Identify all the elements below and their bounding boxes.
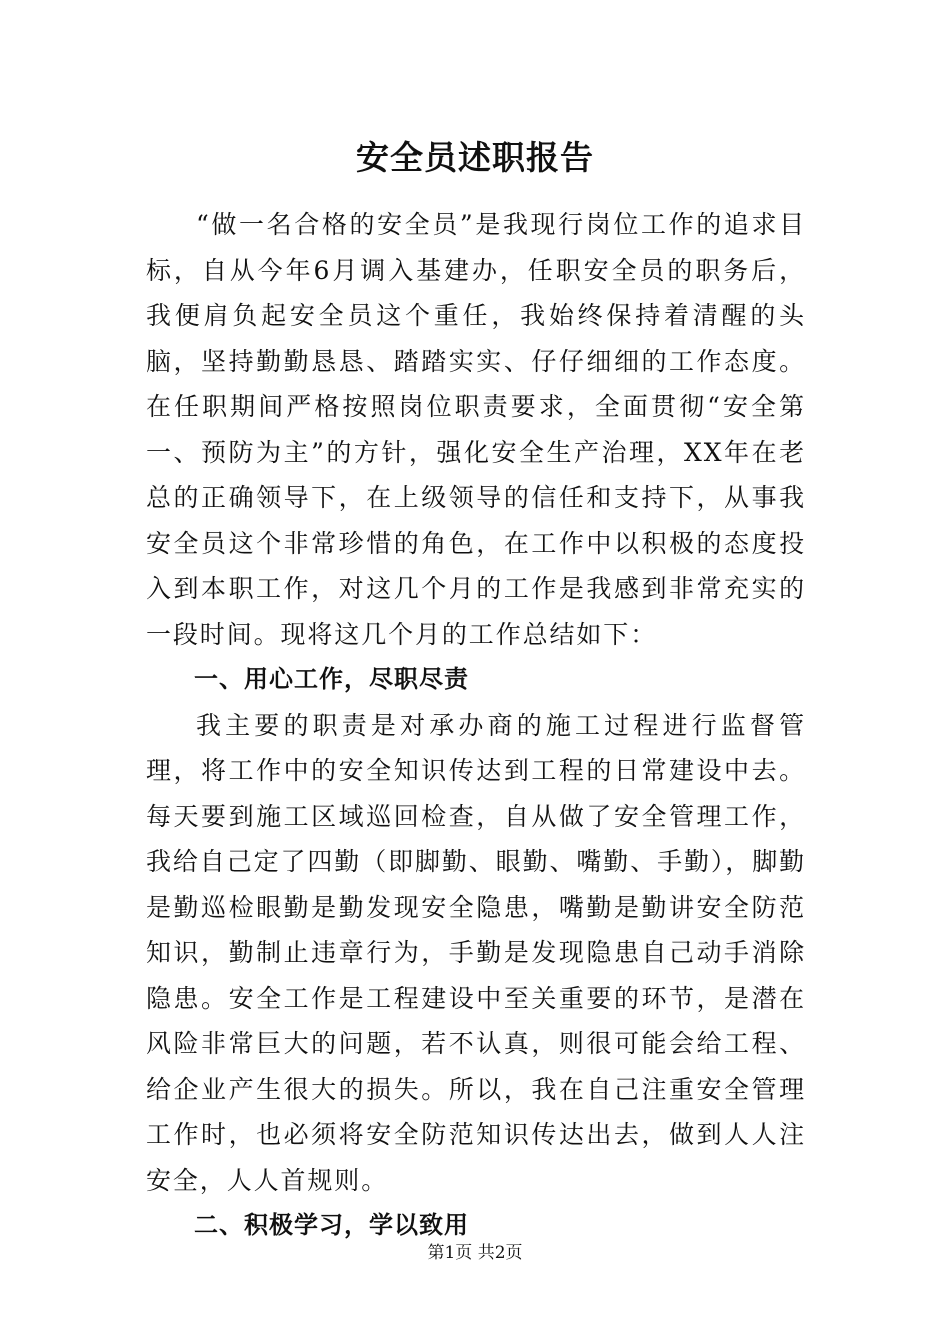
page-footer: 第1页 共2页	[427, 1243, 523, 1263]
document-body	[146, 202, 806, 1249]
section-2-heading: 二、积极学习，学以致用	[194, 1211, 469, 1239]
section-1-paragraph: 我主要的职责是对承办商的施工过程进行监督管理，将工作中的安全知识传达到工程的日常建设中去。每天要到施工区域巡回检查，自从做了安全管理工作，我给自己定了四勤（即脚勤、眼勤、嘴勤、手勤），脚勤是勤巡检眼勤是勤发现安全隐患，嘴勤是勤讲安全防范知识，勤制止违章行为，手勤是发现隐患自己动手消除隐患。安全工作是工程建设中至关重要的环节，是潜在风险非常巨大的问题，若不认真，则很可能会给工程、给企业产生很大的损失。所以，我在自己注重安全管理工作时，也必须将安全防范知识传达出去，做到人人注安全，人人首规则。	[146, 710, 807, 1195]
intro-paragraph: “做一名合格的安全员”是我现行岗位工作的追求目标，自从今年6月调入基建办，任职安全员的职务后，我便肩负起安全员这个重任，我始终保持着清醒的头脑，坚持勤勤恳恳、踏踏实实、仔仔细细的工作态度。在任职期间严格按照岗位职责要求，全面贯彻“安全第一、预防为主”的方针，强化安全生产治理，XX年在老总的正确领导下，在上级领导的信任和支持下，从事我安全员这个非常珍惜的角色，在工作中以积极的态度投入到本职工作，对这几个月的工作是我感到非常充实的一段时间。现将这几个月的工作总结如下：	[146, 210, 806, 649]
document-title: 安全员述职报告	[356, 138, 594, 177]
section-1-heading: 一、用心工作，尽职尽责	[194, 665, 469, 693]
